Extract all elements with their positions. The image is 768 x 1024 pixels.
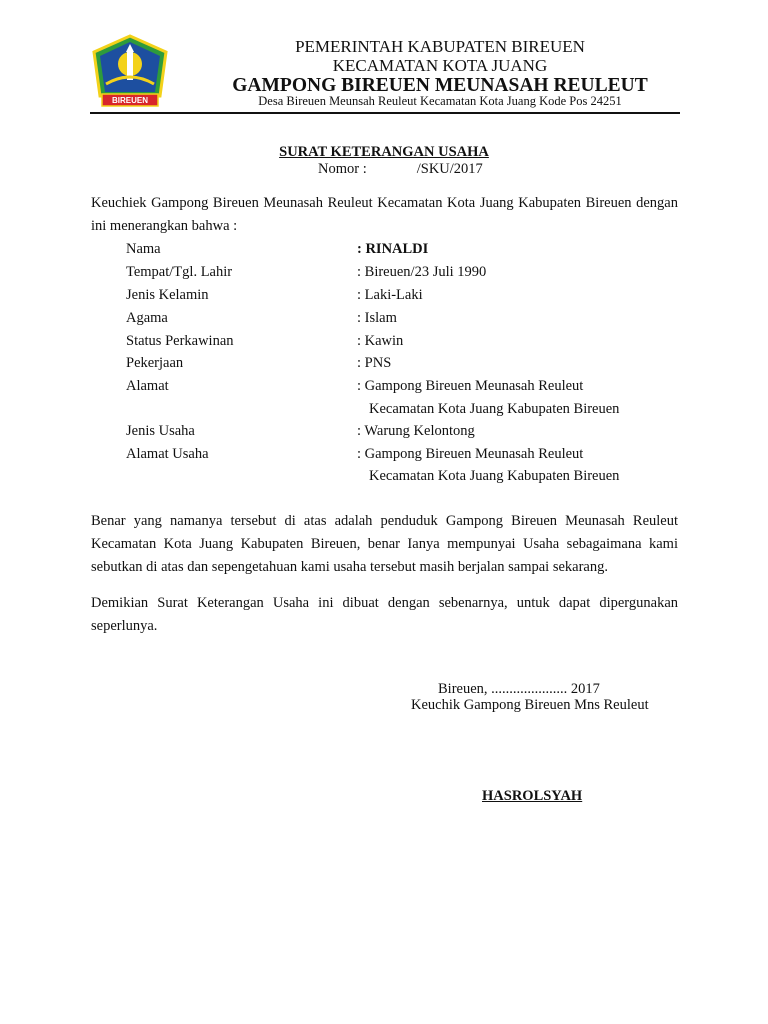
intro-paragraph: Keuchiek Gampong Bireuen Meunasah Reuleut Kecamatan Kota Juang Kabupaten Bireuen dengan ini menerangkan bahwa : xyxy=(91,195,678,234)
signature-place-date: Bireuen, ..................... 2017 xyxy=(438,681,600,697)
field-alamat-usaha-value-line2: Kecamatan Kota Juang Kabupaten Bireuen xyxy=(369,468,620,484)
letterhead-government: PEMERINTAH KABUPATEN BIREUEN xyxy=(295,37,585,56)
nomor-label: Nomor : xyxy=(318,161,367,177)
logo-text: BIREUEN xyxy=(111,96,149,105)
field-alamat-usaha-label: Alamat Usaha xyxy=(126,446,209,462)
field-agama-label: Agama xyxy=(126,310,168,326)
letterhead-district: KECAMATAN KOTA JUANG xyxy=(332,56,548,75)
signature-title: Keuchik Gampong Bireuen Mns Reuleut xyxy=(411,697,649,713)
document-number xyxy=(318,161,483,178)
field-pekerjaan-value: : PNS xyxy=(357,355,392,371)
field-nama-value: : RINALDI xyxy=(357,241,429,257)
field-jenis-usaha-value: : Warung Kelontong xyxy=(357,423,475,439)
field-alamat-value-line2: Kecamatan Kota Juang Kabupaten Bireuen xyxy=(369,401,620,417)
letterhead-village: GAMPONG BIREUEN MEUNASAH REULEUT xyxy=(232,75,648,96)
field-jk-value: : Laki-Laki xyxy=(357,287,423,303)
field-alamat-usaha-value: : Gampong Bireuen Meunasah Reuleut xyxy=(357,446,584,462)
field-agama-value: : Islam xyxy=(357,310,397,326)
field-nama-label: Nama xyxy=(126,241,161,257)
kabupaten-bireuen-logo xyxy=(88,34,172,110)
field-alamat-value: : Gampong Bireuen Meunasah Reuleut xyxy=(357,378,584,394)
field-ttl-label: Tempat/Tgl. Lahir xyxy=(126,264,233,280)
field-jk-label: Jenis Kelamin xyxy=(126,287,209,303)
document-title: SURAT KETERANGAN USAHA xyxy=(279,144,489,160)
field-status-value: : Kawin xyxy=(357,333,404,349)
field-pekerjaan-label: Pekerjaan xyxy=(126,355,184,371)
closing-paragraph: Demikian Surat Keterangan Usaha ini dibuat dengan sebenarnya, untuk dapat dipergunakan seperlunya. xyxy=(91,595,678,634)
field-alamat-label: Alamat xyxy=(126,378,169,394)
nomor-value: /SKU/2017 xyxy=(416,161,483,177)
field-ttl-value: : Bireuen/23 Juli 1990 xyxy=(357,264,487,280)
letterhead-address: Desa Bireuen Meunsah Reuleut Kecamatan Kota Juang Kode Pos 24251 xyxy=(258,94,622,108)
field-jenis-usaha-label: Jenis Usaha xyxy=(126,423,195,439)
statement-paragraph: Benar yang namanya tersebut di atas adalah penduduk Gampong Bireuen Meunasah Reuleut Kecamatan Kota Juang Kabupaten Bireuen, benar Ianya mempunyai Usaha sebagaimana kami sebutkan di atas dan sepengetahuan kami usaha tersebut masih berjalan sampai sekarang. xyxy=(91,513,678,575)
field-status-label: Status Perkawinan xyxy=(126,333,234,349)
letterhead-divider xyxy=(90,112,680,114)
signatory-name: HASROLSYAH xyxy=(482,788,583,804)
